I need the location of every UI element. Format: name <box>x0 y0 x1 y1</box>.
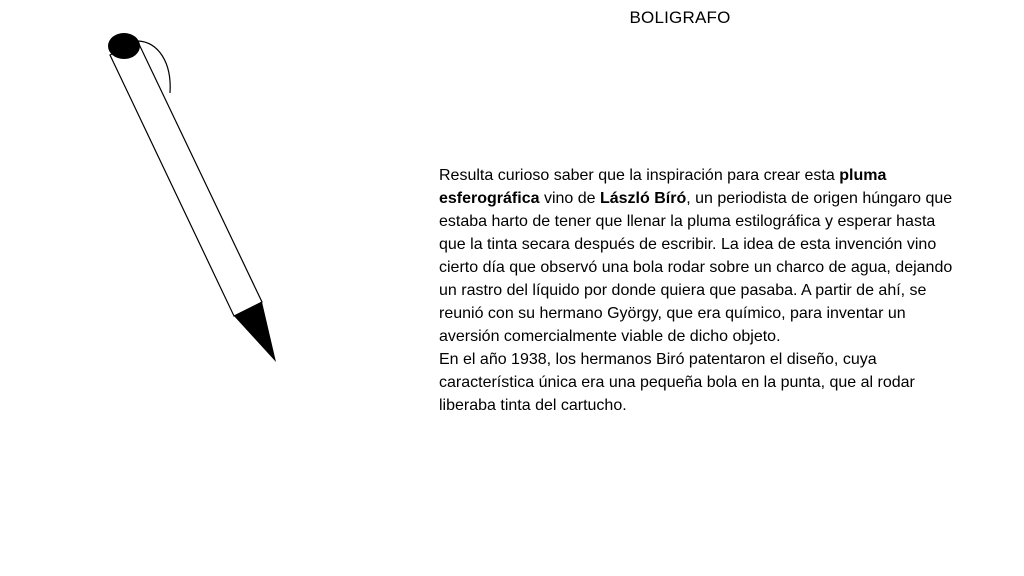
pen-barrel <box>110 42 262 316</box>
bold-term-biro: László Bíró <box>599 190 687 207</box>
paragraph-2: En el año 1938, los hermanos Biró patentaron el diseño, cuya característica única era una pequeña bola en la punta, que al rodar liberaba tinta del cartucho. <box>439 351 915 414</box>
paragraph-1-text-3: , un periodista de origen húngaro que estaba harto de tener que llenar la pluma estilográfica y esperar hasta que la tinta secara después de escribir. La idea de esta invención vino cierto día que observó una bola rodar sobre un charco de agua, dejando un rastro del líquido por donde quiera que pasaba. A partir de ahí, se reunió con su hermano György, que era químico, para inventar un aversión comercialmente viable de dicho objeto. <box>439 190 953 345</box>
pen-cap <box>108 33 140 59</box>
slide-title: BOLIGRAFO <box>629 8 731 27</box>
ballpoint-pen-icon <box>0 0 300 380</box>
bold-term-pluma: pluma esferográfica <box>439 167 887 207</box>
body-text <box>439 164 964 417</box>
paragraph-1 <box>439 164 964 348</box>
paragraph-1-text-2: vino de <box>539 190 600 207</box>
paragraph-1-text-1: Resulta curioso saber que la inspiración para crear esta <box>439 167 840 184</box>
